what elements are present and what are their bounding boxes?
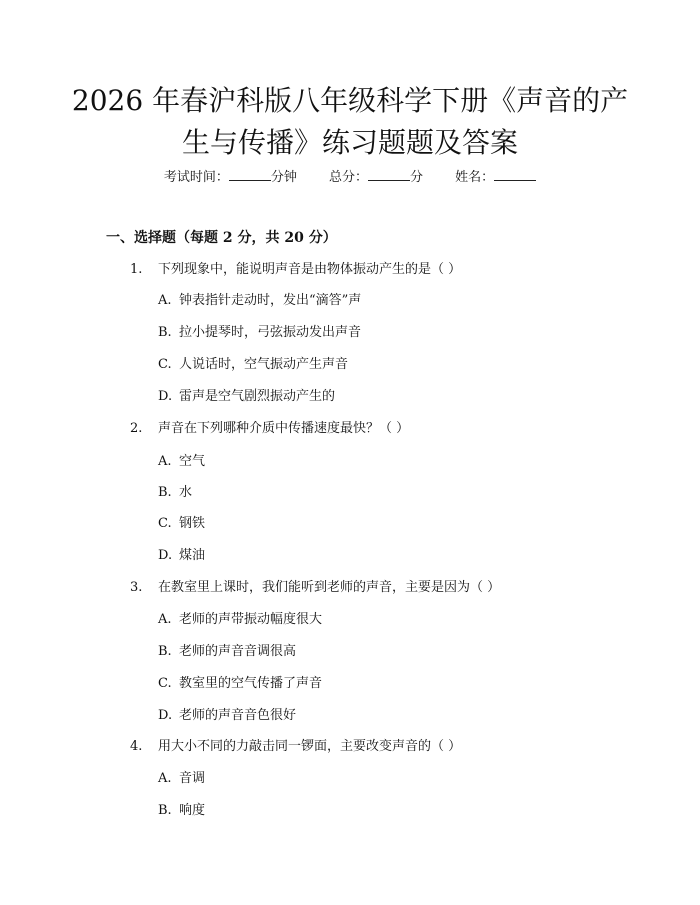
option-letter: A. [158,771,172,786]
question-text: 用大小不同的力敲击同一锣面，主要改变声音的（ ） [158,739,462,754]
student-name [455,166,536,190]
question-3-option-b [158,640,296,664]
question-2-option-a [158,450,205,474]
option-text: 音调 [179,771,206,786]
option-text: 教室里的空气传播了声音 [179,676,323,691]
question-number: 1. [130,262,143,277]
option-text: 水 [179,485,193,500]
option-text: 钢铁 [179,516,206,531]
option-letter: C. [158,676,172,691]
exam-time-label: 考试时间： [163,170,229,185]
exam-time [164,166,297,190]
option-text: 老师的声音音色很好 [179,708,297,723]
student-name-blank [494,168,536,181]
option-text: 雷声是空气剧烈振动产生的 [179,389,336,404]
title-line-1: 2026 年春沪科版八年级科学下册《声音的产 [71,84,629,117]
total-score-blank [368,168,410,181]
option-letter: A. [158,454,172,469]
question-1-option-d [158,385,335,409]
question-2-option-d [158,544,205,568]
question-4 [130,735,461,759]
document-title [70,80,630,164]
title-line-2: 生与传播》练习题题及答案 [181,126,518,159]
question-4-option-b [158,799,205,823]
section-heading: 一、选择题（每题 2 分，共 20 分） [106,230,337,246]
question-3-option-c [158,672,322,696]
option-text: 拉小提琴时，弓弦振动发出声音 [179,325,362,340]
question-text: 下列现象中，能说明声音是由物体振动产生的是（ ） [158,262,462,277]
question-4-option-a [158,767,205,791]
option-letter: C. [158,516,172,531]
option-text: 空气 [179,454,206,469]
total-score-label: 总分： [328,170,368,185]
option-letter: D. [158,708,173,723]
option-text: 老师的声带振动幅度很大 [179,612,323,627]
question-number: 4. [130,739,143,754]
total-score-unit: 分 [410,170,424,185]
question-number: 3. [130,580,143,595]
question-2-option-c [158,512,205,536]
question-1 [130,258,461,282]
option-text: 钟表指针走动时，发出“滴答”声 [179,293,362,308]
question-2-option-b [158,481,192,505]
question-1-option-b [158,321,361,345]
option-letter: B. [158,325,172,340]
student-name-label: 姓名： [455,170,495,185]
option-letter: A. [158,612,172,627]
question-3-option-a [158,608,322,632]
question-text: 在教室里上课时，我们能听到老师的声音，主要是因为（ ） [158,580,501,595]
option-letter: C. [158,357,172,372]
exam-time-blank [229,168,271,181]
question-number: 2. [130,421,143,436]
option-letter: B. [158,644,172,659]
option-text: 老师的声音音调很高 [179,644,297,659]
option-text: 人说话时，空气振动产生声音 [179,357,349,372]
option-text: 响度 [179,803,206,818]
question-1-option-c [158,353,348,377]
option-letter: B. [158,485,172,500]
question-text: 声音在下列哪种介质中传播速度最快？（ ） [158,421,410,436]
option-text: 煤油 [179,548,206,563]
exam-time-unit: 分钟 [270,170,297,185]
question-1-option-a [158,289,361,313]
option-letter: D. [158,389,173,404]
question-2 [130,417,409,441]
total-score [329,166,423,190]
exam-info [0,166,700,190]
option-letter: A. [158,293,172,308]
question-3-option-d [158,704,296,728]
option-letter: D. [158,548,173,563]
question-3 [130,576,500,600]
option-letter: B. [158,803,172,818]
